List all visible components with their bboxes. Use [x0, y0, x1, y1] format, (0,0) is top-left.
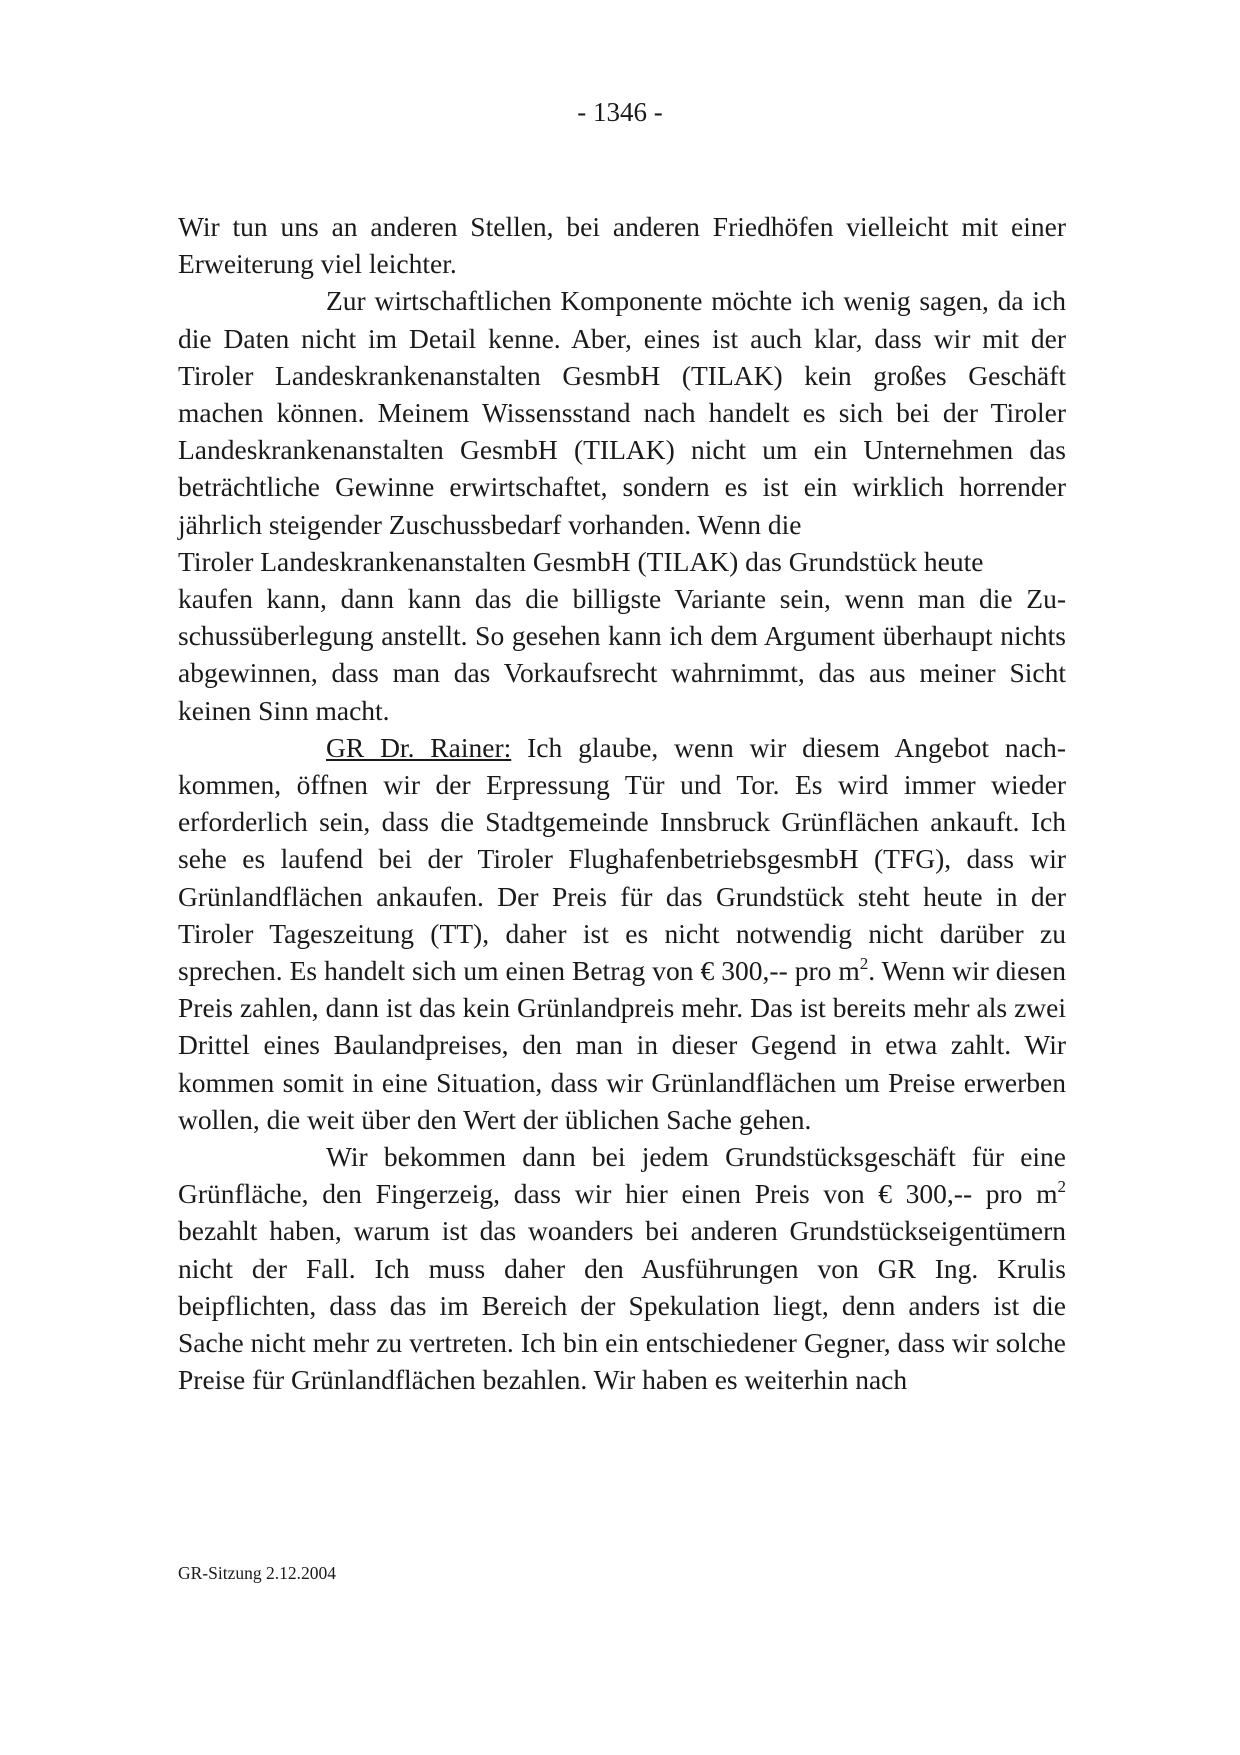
speech-text: . Wenn wir diesen Preis zahlen, dann ist das kein Grünlandpreis mehr. Das ist bereits mehr als zwei Drittel eines Baulandpreises, den man in dieser Gegend in etwa zahlt. Wir kommen somit in eine Situation, dass wir Grünlandflächen um Preise erwerben wollen, die weit über den Wert der üblichen Sache gehen. — [178, 955, 1066, 1135]
superscript: 2 — [1057, 1177, 1066, 1197]
paragraph: kaufen kann, dann kann das die billigste Variante sein, wenn man die Zuschussüberlegung anstellt. So gesehen kann ich dem Argument überhaupt nichts abgewinnen, dass man das Vorkaufsrecht wahrnimmt, das aus meiner Sicht keinen Sinn macht. — [178, 583, 1066, 726]
speech-paragraph — [178, 729, 1066, 1138]
paragraph-line: Tiroler Landeskrankenanstalten GesmbH (TILAK) das Grundstück heute — [178, 545, 984, 577]
superscript: 2 — [859, 954, 869, 974]
paragraph-text: bezahlt haben, warum ist das woanders bei anderen Grundstückseigentümern nicht der Fall. Ich muss daher den Ausführungen von GR Ing. Krulis beipflichten, dass das im Bereich der Spekulation liegt, denn anders ist die Sache nicht mehr zu vertreten. Ich bin ein entschiedener Gegner, dass wir solche Preise für Grünlandflächen bezahlen. Wir haben es weiterhin nach — [178, 1215, 1066, 1396]
speaker-name: GR Dr. Rainer: — [326, 731, 512, 763]
document-body — [178, 208, 1066, 1399]
paragraph — [178, 1138, 1066, 1398]
speech-text: Ich glaube, wenn wir diesem Angebot nachkommen, öffnen wir der Erpressung Tür und Tor. Es wird immer wieder erforderlich sein, dass die Stadtgemeinde Innsbruck Grünflächen ankauft. Ich sehe es laufend bei der Tiroler FlughafenbetriebsgesmbH (TFG), dass wir Grünlandflächen ankaufen. Der Preis für das Grundstück steht heute in der Tiroler Tageszeitung (TT), daher ist es nicht notwendig nicht darüber zu sprechen. Es handelt sich um einen Betrag von € 300,-- pro m — [178, 731, 1066, 987]
footer-session-date: GR-Sitzung 2.12.2004 — [178, 1563, 336, 1583]
paragraph-text: Wir bekommen dann bei jedem Grundstücksgeschäft für eine Grünfläche, den Fingerzeig, dass wir hier einen Preis von € 300,-- pro m — [178, 1141, 1066, 1210]
paragraph: Zur wirtschaftlichen Komponente möchte ich wenig sagen, da ich die Daten nicht im Detail kenne. Aber, eines ist auch klar, dass wir mit der Tiroler Landeskrankenanstalten GesmbH (TILAK) kein großes Geschäft machen können. Meinem Wissensstand nach handelt es sich bei der Tiroler Landeskrankenanstalten GesmbH (TILAK) nicht um ein Unternehmen das beträchtliche Gewinne erwirtschaftet, sondern es ist ein wirklich horrender jährlich steigender Zuschussbedarf vorhanden. Wenn die — [178, 285, 1066, 540]
page-number: - 1346 - — [577, 97, 663, 127]
paragraph: Wir tun uns an anderen Stellen, bei anderen Friedhöfen vielleicht mit einer Erweiterung viel leichter. — [178, 211, 1066, 280]
